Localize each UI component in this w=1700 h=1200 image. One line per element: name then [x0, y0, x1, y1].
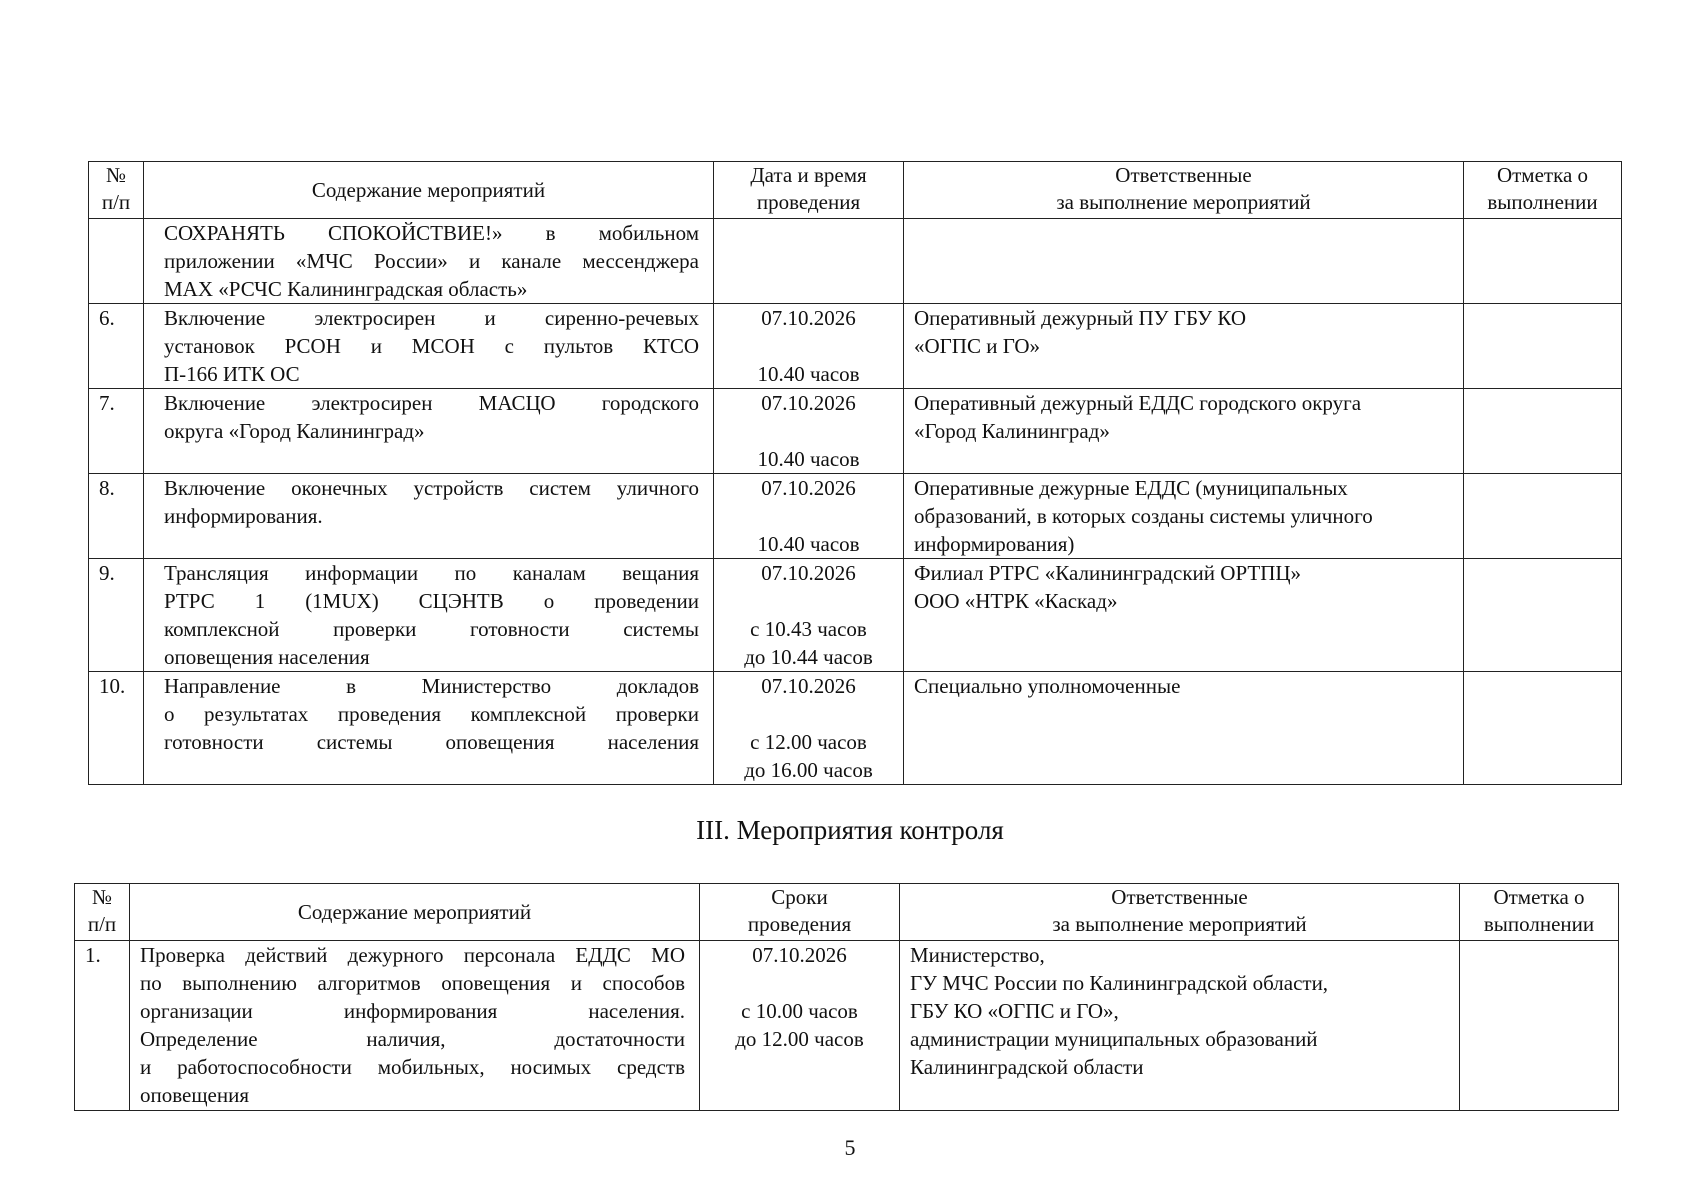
header-mark: Отметка о выполнении: [1460, 884, 1619, 941]
section-title: III. Мероприятия контроля: [696, 815, 1004, 845]
row-content: Включение электросирен и сиренно-речевых установок РСОН и МСОН с пультов КТСО П-166 ИТК ОС: [144, 304, 714, 389]
row-responsible: Оперативные дежурные ЕДДС (муниципальных образований, в которых созданы системы уличного информирования): [904, 474, 1464, 559]
row-content: Направление в Министерство докладов о результатах проведения комплексной проверки готовности системы оповещения населения: [144, 672, 714, 785]
header-number: № п/п: [75, 884, 130, 941]
row-date: 07.10.2026 10.40 часов: [714, 389, 904, 474]
row-mark: [1464, 672, 1622, 785]
row-responsible: [904, 219, 1464, 304]
row-number: 8.: [89, 474, 144, 559]
header-number: № п/п: [89, 162, 144, 219]
row-responsible: Оперативный дежурный ПУ ГБУ КО «ОГПС и ГО»: [904, 304, 1464, 389]
header-content: Содержание мероприятий: [130, 884, 700, 941]
table-row-continuation: [89, 219, 1622, 304]
row-mark: [1464, 559, 1622, 672]
row-mark: [1464, 474, 1622, 559]
table-row: [89, 559, 1622, 672]
table-row: [89, 672, 1622, 785]
row-date: 07.10.2026 с 12.00 часов до 16.00 часов: [714, 672, 904, 785]
header-mark: Отметка о выполнении: [1464, 162, 1622, 219]
row-content: Проверка действий дежурного персонала ЕДДС МО по выполнению алгоритмов оповещения и способов организации информирования населения. Определение наличия, достаточности и работоспособности мобильных, носимых средств оповещения: [130, 941, 700, 1111]
row-date: 07.10.2026 10.40 часов: [714, 304, 904, 389]
row-date: 07.10.2026 с 10.43 часов до 10.44 часов: [714, 559, 904, 672]
row-responsible: Министерство, ГУ МЧС России по Калининградской области, ГБУ КО «ОГПС и ГО», администрации муниципальных образований Калининградской области: [900, 941, 1460, 1111]
table-header-row: [89, 162, 1622, 219]
row-number: 6.: [89, 304, 144, 389]
header-deadline: Сроки проведения: [700, 884, 900, 941]
row-number: 9.: [89, 559, 144, 672]
row-number: [89, 219, 144, 304]
control-events-table: [74, 883, 1619, 1111]
row-mark: [1464, 389, 1622, 474]
row-date: 07.10.2026 10.40 часов: [714, 474, 904, 559]
row-content: Включение электросирен МАСЦО городского округа «Город Калининград»: [144, 389, 714, 474]
row-number: 10.: [89, 672, 144, 785]
row-deadline: 07.10.2026 с 10.00 часов до 12.00 часов: [700, 941, 900, 1111]
table-row: [75, 941, 1619, 1111]
table-header-row: [75, 884, 1619, 941]
table-row: [89, 304, 1622, 389]
header-content: Содержание мероприятий: [144, 162, 714, 219]
row-content: Трансляция информации по каналам вещания РТРС 1 (1MUX) СЦЭНТВ о проведении комплексной проверки готовности системы оповещения населения: [144, 559, 714, 672]
row-number: 7.: [89, 389, 144, 474]
header-date: Дата и время проведения: [714, 162, 904, 219]
row-number: 1.: [75, 941, 130, 1111]
header-responsible: Ответственные за выполнение мероприятий: [904, 162, 1464, 219]
row-content: Включение оконечных устройств систем уличного информирования.: [144, 474, 714, 559]
row-mark: [1464, 219, 1622, 304]
row-mark: [1464, 304, 1622, 389]
header-responsible: Ответственные за выполнение мероприятий: [900, 884, 1460, 941]
page-number: 5: [844, 1135, 856, 1160]
row-date: [714, 219, 904, 304]
table-row: [89, 389, 1622, 474]
events-table: [88, 161, 1622, 785]
row-mark: [1460, 941, 1619, 1111]
row-responsible: Специально уполномоченные: [904, 672, 1464, 785]
table-row: [89, 474, 1622, 559]
row-responsible: Филиал РТРС «Калининградский ОРТПЦ» ООО «НТРК «Каскад»: [904, 559, 1464, 672]
row-content: СОХРАНЯТЬ СПОКОЙСТВИЕ!» в мобильном приложении «МЧС России» и канале мессенджера MAX «РСЧС Калининградская область»: [144, 219, 714, 304]
row-responsible: Оперативный дежурный ЕДДС городского округа «Город Калининград»: [904, 389, 1464, 474]
